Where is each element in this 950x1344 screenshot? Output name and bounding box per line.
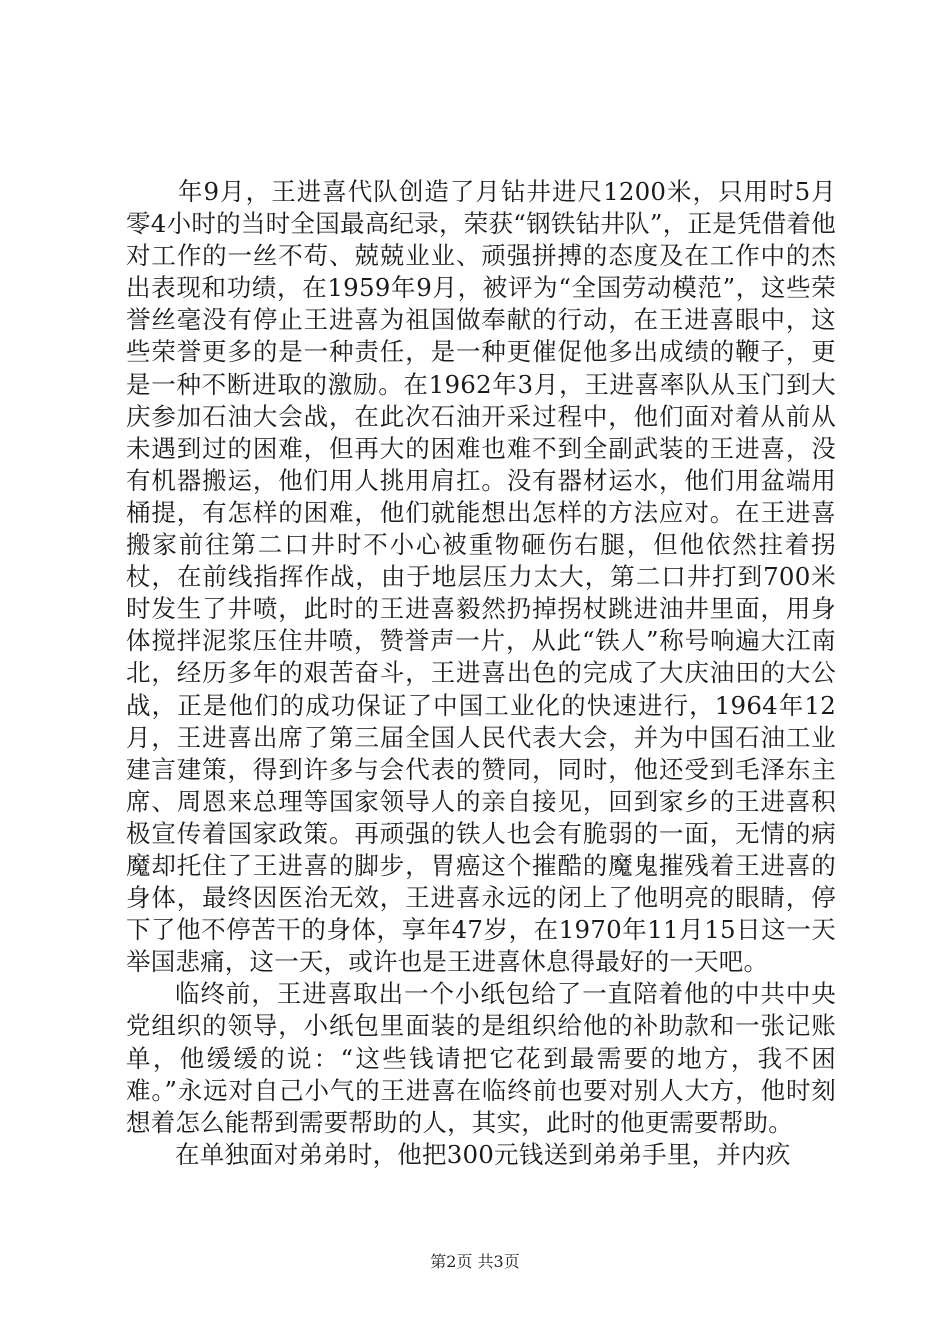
paragraph-2: 临终前，王进喜取出一个小纸包给了一直陪着他的中共中央党组织的领导，小纸包里面装的是组织给他的补助款和一张记账单，他缓缓的说：“这些钱请把它花到最需要的地方，我不困难。”永远对自己小气的王进喜在临终前也要对别人大方，他时刻想着怎么能帮到需要帮助的人，其实，此时的他更需要帮助。 [126,979,836,1137]
document-body [126,176,836,1171]
paragraph-1: 年9月，王进喜代队创造了月钻井进尺1200米，只用时5月零4小时的当时全国最高纪录，荣获“钢铁钻井队”，正是凭借着他对工作的一丝不苟、兢兢业业、顽强拼搏的态度及在工作中的杰出表现和功绩，在1959年9月，被评为“全国劳动模范”，这些荣誉丝毫没有停止王进喜为祖国做奉献的行动，在王进喜眼中，这些荣誉更多的是一种责任，是一种更催促他多出成绩的鞭子，更是一种不断进取的激励。在1962年3月，王进喜率队从玉门到大庆参加石油大会战，在此次石油开采过程中，他们面对着从前从未遇到过的困难，但再大的困难也难不到全副武装的王进喜，没有机器搬运，他们用人挑用肩扛。没有器材运水，他们用盆端用桶提，有怎样的困难，他们就能想出怎样的方法应对。在王进喜搬家前往第二口井时不小心被重物砸伤右腿，但他依然拄着拐杖，在前线指挥作战，由于地层压力太大，第二口井打到700米时发生了井喷，此时的王进喜毅然扔掉拐杖跳进油井里面，用身体搅拌泥浆压住井喷，赞誉声一片，从此“铁人”称号响遍大江南北，经历多年的艰苦奋斗，王进喜出色的完成了大庆油田的大公战，正是他们的成功保证了中国工业化的快速进行，1964年12月，王进喜出席了第三届全国人民代表大会，并为中国石油工业建言建策，得到许多与会代表的赞同，同时，他还受到毛泽东主席、周恩来总理等国家领导人的亲自接见，回到家乡的王进喜积极宣传着国家政策。再顽强的铁人也会有脆弱的一面，无情的病魔却托住了王进喜的脚步，胃癌这个摧酷的魔鬼摧残着王进喜的身体，最终因医治无效，王进喜永远的闭上了他明亮的眼睛，停下了他不停苦干的身体，享年47岁，在1970年11月15日这一天举国悲痛，这一天，或许也是王进喜休息得最好的一天吧。 [126,177,836,977]
paragraph-3: 在单独面对弟弟时，他把300元钱送到弟弟手里，并内疚 [175,1139,791,1169]
page-number-footer: 第2页 共3页 [430,1252,520,1271]
